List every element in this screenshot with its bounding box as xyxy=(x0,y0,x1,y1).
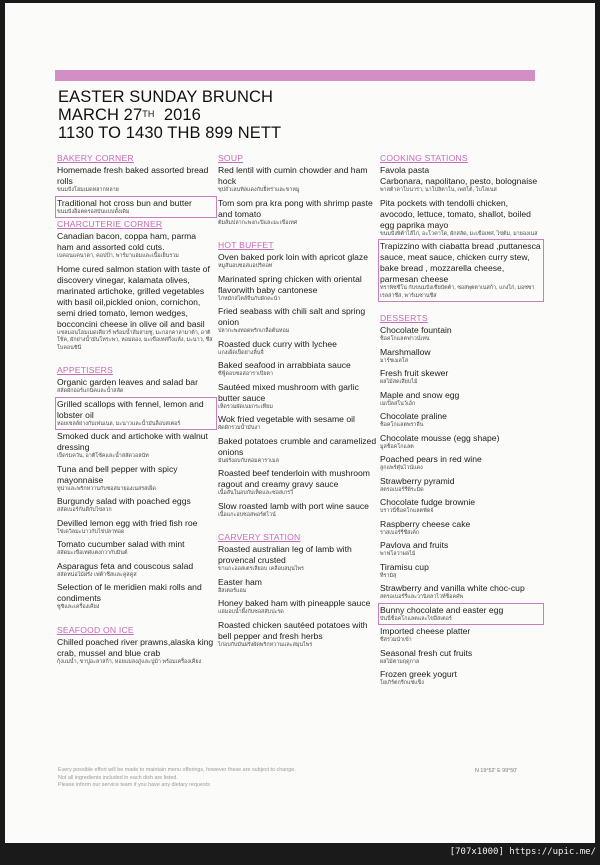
menu-item: Frozen greek yogurt โยเกิร์ตกรีกแช่แข็ง xyxy=(380,669,457,686)
menu-item-highlighted: Traditional hot cross bun and butter ขนมปังฮ็อตครอสบันแบบดั้งเดิม xyxy=(57,198,215,217)
menu-item: Slow roasted lamb with port wine sauce เนื้อแกะอบซอสพอร์ตไวน์ xyxy=(218,500,369,518)
menu-item: Pita pockets with tendolli chicken, avocodo, lettuce, tomato, shallot, boiled egg paprika mayo ขนมปังพิต้าไส้ไก่, อะโวคาโด, ผักสลัด, มะเขือเทศ, ไข่ต้ม, มายองเนส xyxy=(380,197,538,237)
menu-item: Favola pasta xyxy=(380,165,430,175)
menu-item: Home cured salmon station with taste of discovery vinegar, kalamata olives, marinated artichoke, grilled vegetables with basil oil,pickled onion, cornichon, semi dried tomato, lemon wedges, bocconcini cheese in olive oil and basil แซลมอนโฮมเมดเคียวร์ พร้อมน้ำส้มสายชู, มะกอกคาลามาต้า, อาติโช้ค, ผักย่างน้ำมันโหระพา, หอมดอง, มะเขือเทศกึ่งแห้ง, มะนาว, ชีสโบคอนชินี xyxy=(57,263,213,351)
menu-item: Easter ham ฮีสเตอร์แฮม xyxy=(218,576,262,594)
menu-item: Carbonara, napolitano, pesto, bolognaise พาสต้าคาโบนาร่า, นาโปลิตาโน, เพสโต้, โบโลเนส xyxy=(380,176,538,193)
section-title-desserts: DESSERTS xyxy=(380,313,428,323)
menu-item: Fresh fruit skewer ผลไม้สดเสียบไม้ xyxy=(380,368,449,385)
menu-item: Wok fried vegetable with sesame oil ผัดผักรวมน้ำมันงา xyxy=(218,414,355,431)
menu-page xyxy=(5,3,595,843)
menu-item: Marinated spring chicken with oriental flavorwith baby cantonese ไก่หมักสไตล์จีนกับผักคะน้า xyxy=(218,273,362,302)
menu-item: Imported cheese platter ชีสรวมนำเข้า xyxy=(380,626,471,643)
section-title-cooking-stations: COOKING STATIONS xyxy=(380,153,468,163)
menu-item: Baked potatoes crumble and caramelized onions มันฝรั่งอบกับหอมคาราเมล xyxy=(218,435,377,464)
menu-item: Roasted australian leg of lamb with provencal crusted ขาแกะออสเตรเลียอบ เคลือบสมุนไพร xyxy=(218,544,352,572)
heading-event: EASTER SUNDAY BRUNCH xyxy=(58,88,274,106)
menu-item: Tom som pra kra pong with shrimp paste and tomato ต้มส้มปลากะพงกะปิและมะเขือเทศ xyxy=(218,197,373,226)
heading-date: MARCH 27TH 2016 xyxy=(58,106,201,124)
location-coordinates: N 19°52' E 99°50' xyxy=(475,768,518,774)
menu-item: Marshmallow มาร์ชเมลโล่ xyxy=(380,346,431,364)
menu-item: Sautéed mixed mushroom with garlic butter sauce เห็ดรวมผัดเนยกระเทียม xyxy=(218,381,359,410)
menu-item: Canadian bacon, coppa ham, parma ham and assorted cold cuts. เบคอนแคนาดา, คอปป้า, พาร์มาแฮมและเนื้อเย็นรวม xyxy=(57,231,197,259)
menu-item: Baked seafood in arrabbiata sauce ซีฟู้ดอบซอสอาราเบียตา xyxy=(218,360,351,377)
menu-item: Devilled lemon egg with fried fish roe ไข่เดวิลมะนาวกับไข่ปลาทอด xyxy=(57,517,198,535)
section-title-soup: SOUP xyxy=(218,153,244,163)
menu-item-highlighted: Grilled scallops with fennel, lemon and lobster oil หอยเชลล์ย่างกับเฟนเนล, มะนาวและน้ำมันล็อบสเตอร์ xyxy=(57,399,215,429)
menu-item: Tomato cucumber salad with mint สลัดมะเขือเทศแตงกวากับมินต์ xyxy=(57,539,185,556)
menu-item: Roasted duck curry with lychee แกงเผ็ดเป็ดย่างลิ้นจี่ xyxy=(218,338,337,356)
menu-heading xyxy=(58,88,528,142)
header-accent-bar xyxy=(55,70,535,81)
menu-item: Maple and snow egg เมเปิ้ลสโนว์เอ้ก xyxy=(380,389,460,407)
section-title-carvery: CARVERY STATION xyxy=(218,532,301,542)
menu-item-highlighted: Trapizzino with ciabatta bread ,puttanesca sauce, meat sauce, chicken curry stew, bake bread , mozzarella cheese, parmesan cheese ทราพิซซีโน่ กับขนมปังเชียบัตต้า, ซอสพุตตาเนสก้า, แกงไก่, มอซซาเรลล่าชีส, พาร์เมซานชีส xyxy=(380,241,541,299)
menu-item: Poached pears in red wine ลูกแพร์ตุ๋นไวน์แดง xyxy=(380,454,482,471)
menu-item: Roasted beef tenderloin with mushroom ragout and creamy gravy sauce เนื้อสันในอบกับเห็ดและซอสเกรวี่ xyxy=(218,468,370,496)
menu-item: Burgundy salad with poached eggs สลัดเบอร์กันดีกับไข่ลวก xyxy=(57,496,191,513)
menu-item: Chocolate fountain ช็อคโกแลตฟาวน์เทน xyxy=(380,325,452,342)
heading-time-price: 1130 TO 1430 THB 899 NETT xyxy=(58,124,282,142)
section-title-hot-buffet: HOT BUFFET xyxy=(218,240,274,250)
menu-item: Seasonal fresh cut fruits ผลไม้ตามฤดูกาล xyxy=(380,647,473,665)
menu-item: Red lentil with cumin chowder and ham hock ซุปถั่วเลนทิลแดงกับยี่หร่าและขาหมู xyxy=(218,165,368,193)
section-title-charcuterie: CHARCUTERIE CORNER xyxy=(57,219,163,229)
menu-item: Chocolate fudge brownie บราวนี่ช็อคโกแลตฟัดจ์ xyxy=(380,497,476,514)
section-title-seafood: SEAFOOD ON ICE xyxy=(57,624,134,635)
section-title-appetisers: APPETISERS xyxy=(57,365,113,375)
menu-item: Fried seabass with chili salt and spring onion ปลากะพงทอดพริกเกลือต้นหอม xyxy=(218,306,366,334)
menu-item: Asparagus feta and couscous salad สลัดหน่อไม้ฝรั่ง เฟต้าชีสและคูสคูส xyxy=(57,560,194,578)
menu-item: Organic garden leaves and salad bar สลัดผักออร์แกนิคและน้ำสลัด xyxy=(57,377,198,394)
menu-item: Strawberry pyramid สตรอเบอร์รี่พีระมิด xyxy=(380,475,455,493)
menu-item: Selection of le meridien maki rolls and condiments ซูชิและเครื่องเคียง xyxy=(57,582,202,610)
menu-item: Tiramisu cup ทีรามิสุ xyxy=(380,561,429,579)
menu-item: Raspberry cheese cake ราสเบอร์รี่ชีสเค้ก xyxy=(380,518,471,536)
menu-column-left xyxy=(57,153,215,669)
image-watermark: [707x1000] https://upic.me/ xyxy=(449,847,596,857)
section-title-bakery: BAKERY CORNER xyxy=(57,153,134,163)
menu-item: Smoked duck and artichoke with walnut dressing เป็ดรมควัน, อาติโช้คและน้ำสลัดวอลนัท xyxy=(57,431,208,459)
menu-item: Homemade fresh baked assorted bread rolls ขนมปังโฮมเมดหลากหลาย xyxy=(57,165,209,193)
menu-item: Honey baked ham with pineapple sauce แฮมอบน้ำผึ้งกับซอสสับปะรด xyxy=(218,598,371,615)
menu-item: Chilled poached river prawns,alaska king crab, mussel and blue crab กุ้งแม่น้ำ, ขาปูอะลาสก้า, หอยแมลงภู่และปูม้า พร้อมเครื่องเคียง xyxy=(57,636,214,665)
menu-disclaimer: Every possible effort will be made to maintain menu offerings, however these are subject to change. Not all ingredients included in each dish are listed. Please inform our service team if you have any dietary requests xyxy=(58,767,296,788)
menu-item: Pavlova and fruits พาฟโลว่าผลไม้ xyxy=(380,540,449,557)
menu-column-middle xyxy=(218,153,382,652)
menu-item: Roasted chicken sautéed potatoes with bell pepper and fresh herbs ไก่อบกับมันฝรั่งผัดพริกหวานและสมุนไพร xyxy=(218,619,368,648)
menu-item: Tuna and bell pepper with spicy mayonnaise ทูน่าและพริกหวานกับซอสมายองเนสรสเผ็ด xyxy=(57,463,178,492)
menu-item-highlighted: Bunny chocolate and easter egg บันนี่ช็อคโกแลตและไข่อีสเตอร์ xyxy=(380,605,542,624)
menu-item: Strawberry and vanilla white choc-cup สตรอเบอร์รี่และวานิลลาไวท์ช็อคคัพ xyxy=(380,583,525,600)
menu-column-right xyxy=(380,153,542,691)
menu-item: Oven baked pork loin with apricot glaze หมูสันอบซอสแอปริคอท xyxy=(218,252,368,269)
menu-item: Chocolate praline ช็อคโกแลตพราลีน xyxy=(380,411,447,428)
menu-item: Chocolate mousse (egg shape) มูสช็อคโกแลต xyxy=(380,432,500,450)
